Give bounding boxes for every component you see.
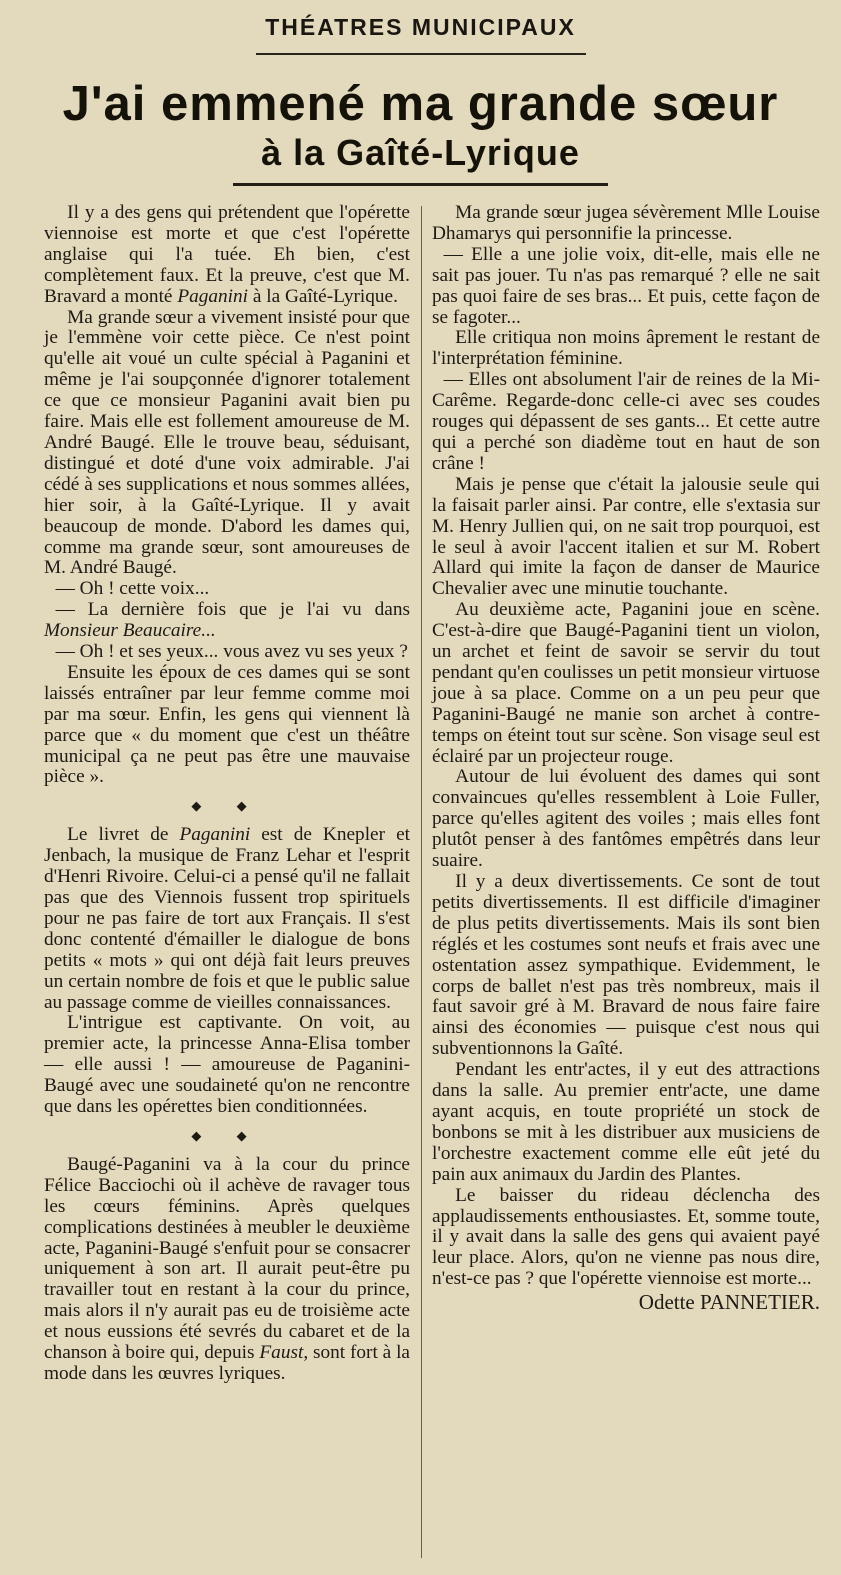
paragraph: Autour de lui évoluent des dames qui sont convaincues qu'elles ressemblent à Loie Fuller, parce qu'elles agitent des voiles ; mais elles font plutôt penser à des fantômes empêtrés dans leur suaire. [432, 766, 820, 872]
paragraph: Au deuxième acte, Paganini joue en scène. C'est-à-dire que Baugé-Paganini tient un violon, un archet et feint de savoir se servir du tout pendant qu'en coulisses un petit monsieur virtuose joue à sa place. Comme on a un peu peur que Paganini-Baugé ne manie son archet à contre-temps on éteint tout sur scène. Son visage seul est éclairé par un projecteur rouge. [432, 599, 820, 767]
section-rule [256, 53, 586, 55]
dialogue-line: — Oh ! cette voix... [55, 578, 210, 600]
paragraph: Pendant les entr'actes, il y eut des attractions dans la salle. Au premier entr'acte, une dame ayant acquis, en toute propriété un stock de bonbons se mit à les distribuer aux musiciens de l'orchestre exactement comme elle eût jeté du pain aux animaux du Jardin des Plantes. [432, 1059, 820, 1185]
paragraph: Il y a des gens qui prétendent que l'opérette viennoise est morte et que c'est l'opérette anglaise qui l'a tuée. Eh bien, c'est complètement faux. Et la preuve, c'est que M. Bravard a monté Paganini à la Gaîté-Lyrique. [44, 202, 410, 307]
paragraph: Ma grande sœur jugea sévèrement Mlle Louise Dhamarys qui personnifie la princesse. [432, 202, 820, 244]
dialogue-line: — Elles ont absolument l'air de reines de la Mi-Carême. Regarde-donc celle-ci avec ses coudes rouges qui dépassent de ses gants... Et cette autre qui a perché son diadème tout en haut de son crâne ! [432, 369, 820, 474]
right-column [432, 203, 820, 1313]
paragraph: Il y a deux divertissements. Ce sont de tout petits divertissements. Il est difficile d'imaginer de plus petits divertissements. Mais ils sont bien réglés et les costumes sont neufs et frais avec une ostentation assez sympathique. Evidemment, le corps de ballet n'est pas très nombreux, mais il faut savoir gré à M. Bravard de nous faire faire ainsi des économies — puisque c'est nous qui subventionnons la Gaîté. [432, 871, 820, 1060]
column-divider [421, 206, 422, 1558]
paragraph: Le baisser du rideau déclencha des applaudissements enthousiastes. Et, somme toute, il y avait dans la salle des gens qui avaient payé leur place. Alors, qu'on ne vienne pas nous dire, n'est-ce pas ? que l'opérette viennoise est morte... [432, 1184, 820, 1290]
paragraph: Mais je pense que c'était la jalousie seule qui la faisait parler ainsi. Par contre, elle s'extasia sur M. Henry Jullien qui, on ne sait trop pourquoi, est le seul à avoir l'accent italien et sur M. Robert Allard qui imite la façon de danser de Maurice Chevalier avec une minutie touchante. [432, 473, 820, 600]
left-column [44, 203, 410, 1385]
paragraph: Baugé-Paganini va à la cour du prince Félice Bacciochi où il achève de ravager tous les cœurs féminins. Après quelques complications destinées à meubler le deuxième acte, Paganini-Baugé s'enfuit pour se consacrer uniquement à son art. Il aurait peut-être pu travailler tout en restant à la cour du prince, mais alors il n'y aurait pas eu de troisième acte et nous eussions été sevrés du cabaret et de la chanson à boire qui, depuis Faust, sont fort à la mode dans les œuvres lyriques. [44, 1153, 410, 1384]
paragraph: Elle critiqua non moins âprement le restant de l'interprétation féminine. [432, 327, 820, 370]
title-rule [233, 183, 608, 186]
paragraph: Ensuite les époux de ces dames qui se sont laissés entraîner par leur femme comme moi par ma sœur. Enfin, les gens qui viennent là parce que « du moment que c'est un théâtre municipal ça ne peut pas être une mauvaise pièce ». [44, 661, 410, 788]
dialogue-line: — La dernière fois que je l'ai vu dans Monsieur Beaucaire... [44, 599, 410, 642]
section-heading: THÉATRES MUNICIPAUX [265, 14, 576, 40]
section-separator: ◆ ◆ [191, 1127, 263, 1143]
article-title-line2: à la Gaîté-Lyrique [261, 132, 580, 173]
paragraph: Ma grande sœur a vivement insisté pour que je l'emmène voir cette pièce. Ce n'est point qu'elle ait voué un culte spécial à Paganini et même je l'ai soupçonnée d'ignorer totalement ce que ce monsieur Paganini avait bien pu faire. Mais elle est follement amoureuse de M. André Baugé. Elle le trouve beau, séduisant, distingué et doté d'une voix admirable. J'ai cédé à ses supplications et nous sommes allées, hier soir, à la Gaîté-Lyrique. Il y avait beaucoup de monde. D'abord les dames qui, comme ma grande sœur, sont amoureuses de M. André Baugé. [44, 306, 410, 579]
section-separator: ◆ ◆ [191, 798, 263, 814]
author-signature: Odette PANNETIER. [638, 1290, 820, 1315]
paragraph: L'intrigue est captivante. On voit, au premier acte, la princesse Anna-Elisa tomber — elle aussi ! — amoureuse de Paganini-Baugé avec une soudaineté qu'on ne rencontre que dans les opérettes bien conditionnées. [44, 1012, 410, 1118]
dialogue-line: — Elle a une jolie voix, dit-elle, mais elle ne sait pas jouer. Tu n'as pas remarqué ? elle ne sait pas quoi faire de ses bras... Et puis, cette façon de se fagoter... [432, 243, 820, 328]
dialogue-line: — Oh ! et ses yeux... vous avez vu ses yeux ? [55, 641, 408, 663]
article-title-line1: J'ai emmené ma grande sœur [62, 77, 779, 131]
paragraph: Le livret de Paganini est de Knepler et Jenbach, la musique de Franz Lehar et l'esprit d'Henri Rivoire. Celui-ci a pensé qu'il ne fallait pas que des Viennois fussent trop spirituels pour ne pas faire de tort aux Français. Il s'est donc contenté d'émailler le dialogue de bons petits « mots » qui ont déjà fait leurs preuves un certain nombre de fois et que le public salue au passage comme de vieilles connaissances. [44, 824, 410, 1013]
